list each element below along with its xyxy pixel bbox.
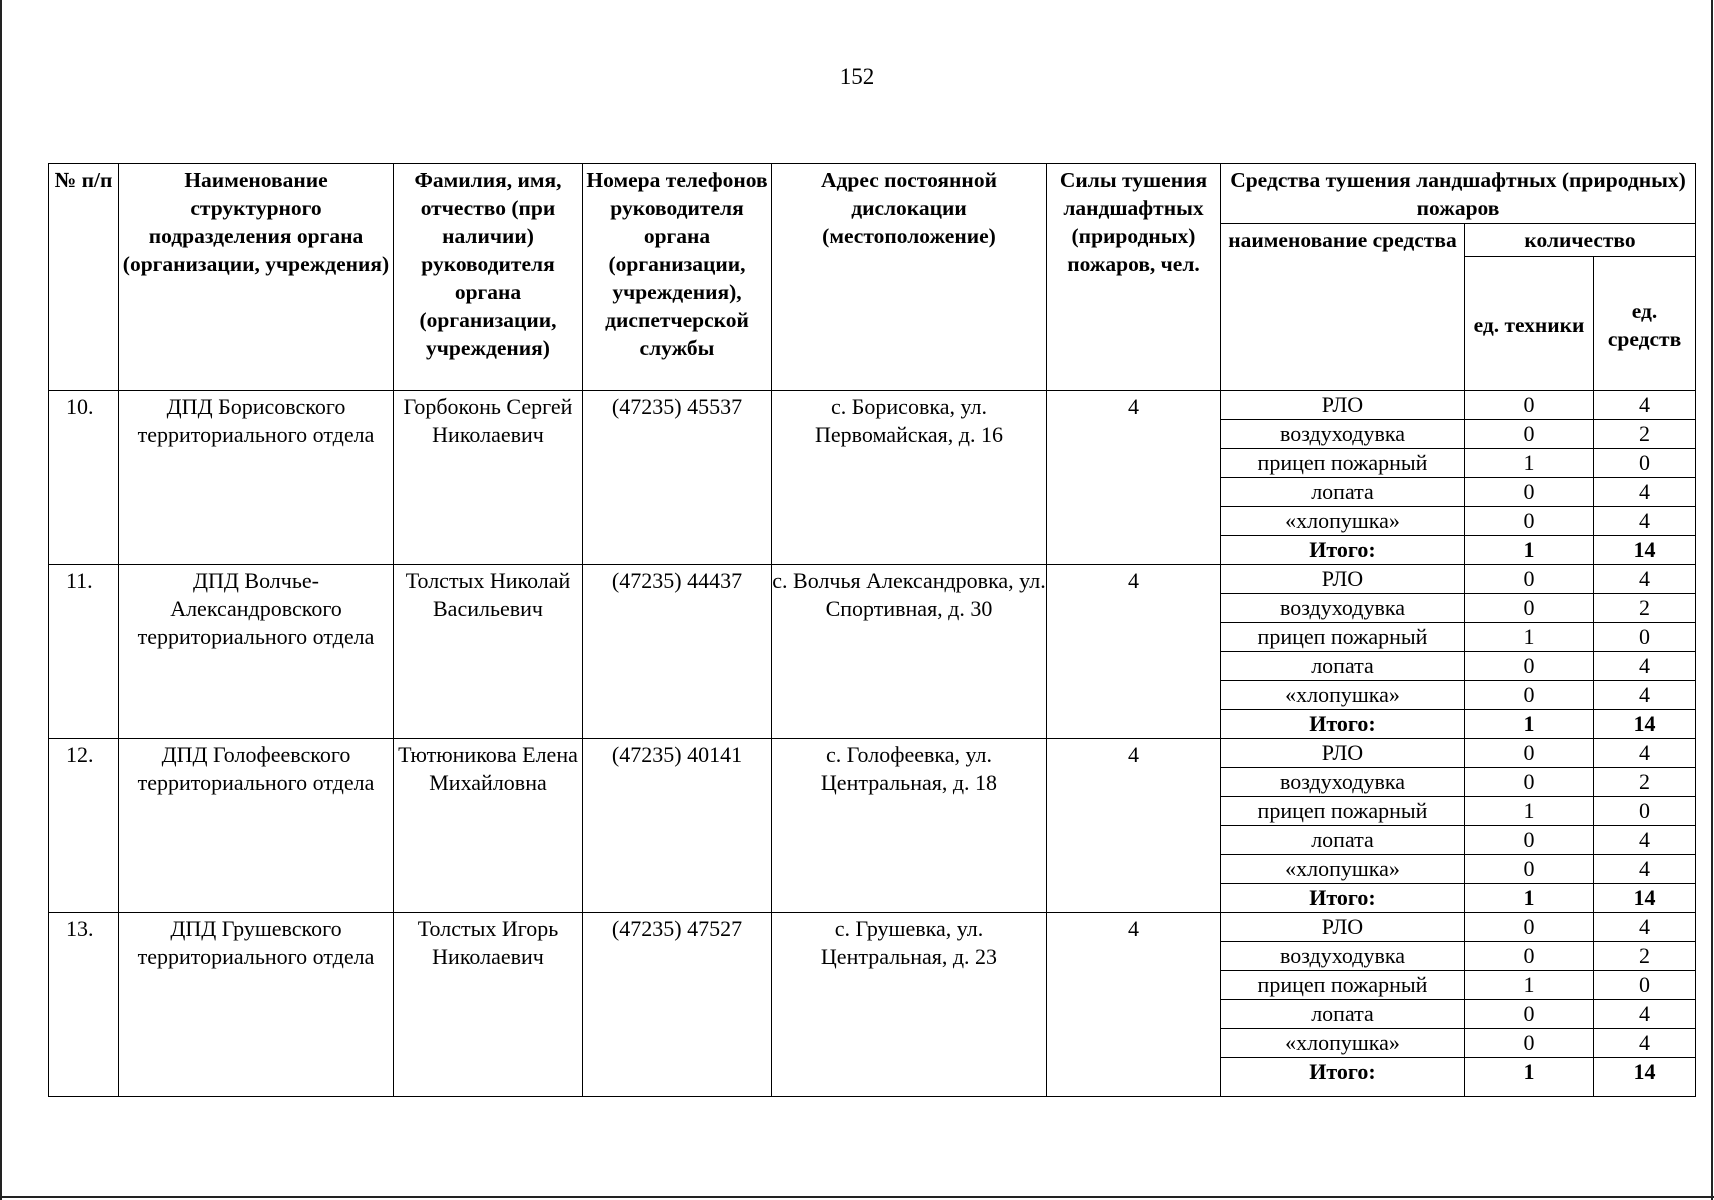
equipment-means-cell: 4 — [1594, 739, 1696, 768]
equipment-name-cell: прицеп пожарный — [1221, 623, 1465, 652]
unit-name-cell: ДПД Борисовского территориального отдела — [119, 391, 394, 565]
phone-cell: (47235) 47527 — [583, 913, 772, 1097]
header-phone: Номера телефонов руководителя органа (организации, учреждения), диспетчерской службы — [583, 164, 772, 391]
fire-equipment-table-wrapper — [48, 163, 1696, 1097]
equipment-name-cell: воздуходувка — [1221, 594, 1465, 623]
equipment-tech-cell: 1 — [1465, 623, 1594, 652]
equipment-tech-cell: 0 — [1465, 942, 1594, 971]
address-cell: с. Голофеевка, ул. Центральная, д. 18 — [772, 739, 1047, 913]
equipment-name-cell: прицеп пожарный — [1221, 971, 1465, 1000]
fire-equipment-table — [48, 163, 1696, 1097]
row-number-cell: 13. — [49, 913, 119, 1097]
equipment-tech-cell: 0 — [1465, 565, 1594, 594]
table-row — [49, 739, 1696, 768]
equipment-name-cell: прицеп пожарный — [1221, 797, 1465, 826]
equipment-name-cell: «хлопушка» — [1221, 681, 1465, 710]
head-name-cell: Горбоконь Сергей Николаевич — [394, 391, 583, 565]
unit-name-cell: ДПД Волчье-Александровского территориального отдела — [119, 565, 394, 739]
equipment-name-cell: РЛО — [1221, 391, 1465, 420]
page-number: 152 — [839, 64, 875, 89]
equipment-name-cell: Итого: — [1221, 1058, 1465, 1097]
equipment-means-cell: 2 — [1594, 420, 1696, 449]
equipment-tech-cell: 0 — [1465, 739, 1594, 768]
equipment-means-cell: 4 — [1594, 478, 1696, 507]
forces-cell: 4 — [1047, 739, 1221, 913]
equipment-tech-cell: 1 — [1465, 710, 1594, 739]
equipment-means-cell: 4 — [1594, 913, 1696, 942]
header-num: № п/п — [49, 164, 119, 391]
equipment-means-cell: 2 — [1594, 942, 1696, 971]
equipment-means-cell: 0 — [1594, 971, 1696, 1000]
equipment-means-cell: 0 — [1594, 449, 1696, 478]
unit-name-cell: ДПД Грушевского территориального отдела — [119, 913, 394, 1097]
page-frame-right — [1711, 0, 1713, 1200]
equipment-name-cell: лопата — [1221, 478, 1465, 507]
header-forces: Силы тушения ландшафтных (природных) пожаров, чел. — [1047, 164, 1221, 391]
equipment-tech-cell: 0 — [1465, 826, 1594, 855]
address-cell: с. Борисовка, ул. Первомайская, д. 16 — [772, 391, 1047, 565]
equipment-name-cell: «хлопушка» — [1221, 1029, 1465, 1058]
equipment-tech-cell: 1 — [1465, 971, 1594, 1000]
equipment-means-cell: 2 — [1594, 594, 1696, 623]
address-cell: с. Волчья Александровка, ул. Спортивная, д. 30 — [772, 565, 1047, 739]
equipment-tech-cell: 1 — [1465, 1058, 1594, 1097]
equipment-name-cell: Итого: — [1221, 536, 1465, 565]
equipment-name-cell: воздуходувка — [1221, 768, 1465, 797]
equipment-name-cell: РЛО — [1221, 913, 1465, 942]
equipment-tech-cell: 0 — [1465, 594, 1594, 623]
equipment-name-cell: Итого: — [1221, 884, 1465, 913]
address-cell: с. Грушевка, ул. Центральная, д. 23 — [772, 913, 1047, 1097]
header-head: Фамилия, имя, отчество (при наличии) руководителя органа (организации, учреждения) — [394, 164, 583, 391]
header-address: Адрес постоянной дислокации (местоположение) — [772, 164, 1047, 391]
equipment-tech-cell: 1 — [1465, 884, 1594, 913]
equipment-tech-cell: 0 — [1465, 768, 1594, 797]
header-means-name: наименование средства — [1221, 224, 1465, 391]
header-quantity: количество — [1465, 224, 1696, 257]
row-number-cell: 10. — [49, 391, 119, 565]
page-frame-left — [0, 0, 2, 1200]
equipment-means-cell: 0 — [1594, 797, 1696, 826]
equipment-tech-cell: 0 — [1465, 652, 1594, 681]
forces-cell: 4 — [1047, 391, 1221, 565]
equipment-name-cell: «хлопушка» — [1221, 507, 1465, 536]
head-name-cell: Толстых Николай Васильевич — [394, 565, 583, 739]
row-number-cell: 12. — [49, 739, 119, 913]
equipment-name-cell: лопата — [1221, 652, 1465, 681]
equipment-name-cell: прицеп пожарный — [1221, 449, 1465, 478]
equipment-means-cell: 4 — [1594, 507, 1696, 536]
equipment-tech-cell: 0 — [1465, 478, 1594, 507]
table-row — [49, 391, 1696, 420]
equipment-means-cell: 14 — [1594, 536, 1696, 565]
row-number-cell: 11. — [49, 565, 119, 739]
header-units-means: ед. средств — [1594, 257, 1696, 391]
equipment-tech-cell: 0 — [1465, 507, 1594, 536]
equipment-tech-cell: 0 — [1465, 1029, 1594, 1058]
equipment-tech-cell: 1 — [1465, 536, 1594, 565]
equipment-means-cell: 4 — [1594, 1029, 1696, 1058]
equipment-name-cell: воздуходувка — [1221, 420, 1465, 449]
equipment-means-cell: 4 — [1594, 1000, 1696, 1029]
table-row — [49, 565, 1696, 594]
equipment-means-cell: 4 — [1594, 855, 1696, 884]
equipment-means-cell: 2 — [1594, 768, 1696, 797]
forces-cell: 4 — [1047, 913, 1221, 1097]
equipment-name-cell: РЛО — [1221, 739, 1465, 768]
equipment-means-cell: 4 — [1594, 681, 1696, 710]
equipment-tech-cell: 1 — [1465, 449, 1594, 478]
equipment-tech-cell: 0 — [1465, 681, 1594, 710]
equipment-means-cell: 14 — [1594, 884, 1696, 913]
equipment-means-cell: 4 — [1594, 826, 1696, 855]
equipment-tech-cell: 0 — [1465, 913, 1594, 942]
head-name-cell: Тютюникова Елена Михайловна — [394, 739, 583, 913]
equipment-tech-cell: 0 — [1465, 391, 1594, 420]
equipment-tech-cell: 0 — [1465, 1000, 1594, 1029]
equipment-means-cell: 4 — [1594, 565, 1696, 594]
equipment-means-cell: 14 — [1594, 1058, 1696, 1097]
equipment-tech-cell: 0 — [1465, 420, 1594, 449]
table-header — [49, 164, 1696, 391]
equipment-name-cell: лопата — [1221, 1000, 1465, 1029]
equipment-name-cell: воздуходувка — [1221, 942, 1465, 971]
phone-cell: (47235) 45537 — [583, 391, 772, 565]
table-row — [49, 913, 1696, 942]
equipment-name-cell: Итого: — [1221, 710, 1465, 739]
table-body — [49, 391, 1696, 1097]
phone-cell: (47235) 44437 — [583, 565, 772, 739]
equipment-means-cell: 0 — [1594, 623, 1696, 652]
equipment-name-cell: «хлопушка» — [1221, 855, 1465, 884]
phone-cell: (47235) 40141 — [583, 739, 772, 913]
equipment-means-cell: 14 — [1594, 710, 1696, 739]
unit-name-cell: ДПД Голофеевского территориального отдела — [119, 739, 394, 913]
equipment-tech-cell: 0 — [1465, 855, 1594, 884]
equipment-means-cell: 4 — [1594, 652, 1696, 681]
header-means: Средства тушения ландшафтных (природных) пожаров — [1221, 164, 1696, 224]
equipment-means-cell: 4 — [1594, 391, 1696, 420]
forces-cell: 4 — [1047, 565, 1221, 739]
header-unit: Наименование структурного подразделения органа (организации, учреждения) — [119, 164, 394, 391]
header-units-tech: ед. техники — [1465, 257, 1594, 391]
equipment-name-cell: РЛО — [1221, 565, 1465, 594]
page-frame-bottom — [0, 1196, 1714, 1198]
head-name-cell: Толстых Игорь Николаевич — [394, 913, 583, 1097]
equipment-name-cell: лопата — [1221, 826, 1465, 855]
equipment-tech-cell: 1 — [1465, 797, 1594, 826]
